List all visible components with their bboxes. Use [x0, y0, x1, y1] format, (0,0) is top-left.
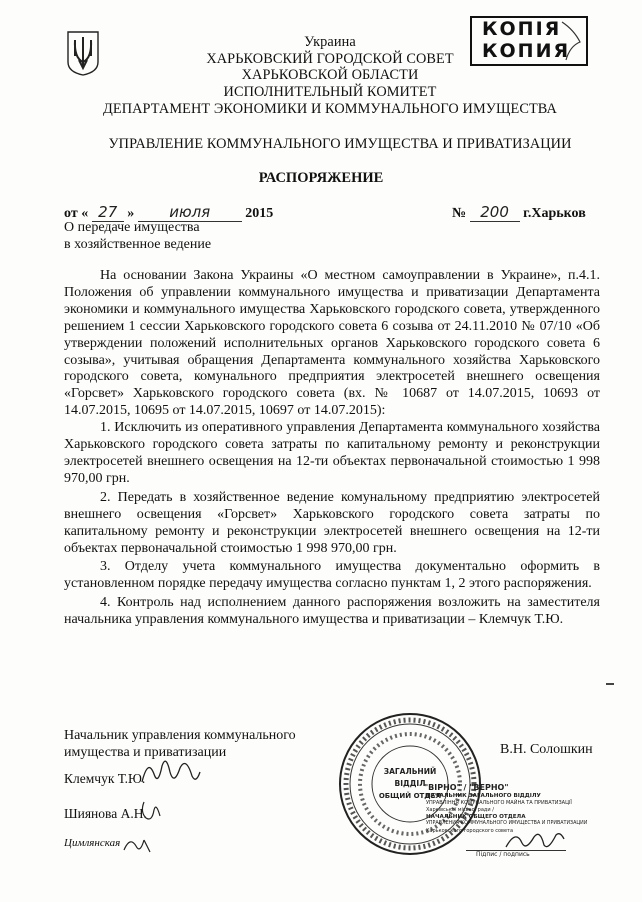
tsymlyanska-signature	[120, 832, 156, 858]
body-preamble: На основании Закона Украины «О местном самоуправлении в Украине», п.4.1. Положения об управлении коммунального имущества и приватизации Департамента экономики и коммунального имущества Харьковского городского совета, утвержденного решением 1 сессии Харьковского городского совета 6 созыва от 24.11.2010 № 07/10 «Об утверждении положений исполнительных органов Харьковского городского совета 6 созыва», учитывая обращения Департамента коммунального хозяйства Харьковского городского совета, комунального предприятия электросетей внешнего освещения «Горсвет» Харьковского городского совета (вх. № 10687 от 14.07.2015, 10693 от 14.07.2015, 10695 от 14.07.2015, 10697 от 14.07.2015):	[64, 268, 600, 419]
header-oblast: ХАРЬКОВСКОЙ ОБЛАСТИ	[241, 67, 419, 83]
verno-line5: УПРАВЛЕНИЯ КОММУНАЛЬНОГО ИМУЩЕСТВА И ПРИВАТИЗАЦИИ	[426, 821, 588, 826]
verno-stamp	[418, 783, 588, 861]
body-item4: 4. Контроль над исполнением данного распоряжения возложить на заместителя начальника управления коммунального имущества и приватизации – Клемчук Т.Ю.	[64, 595, 600, 628]
verno-line3: Харківської міської ради /	[426, 807, 494, 813]
date-mid: »	[127, 206, 135, 221]
date-year: 2015	[245, 206, 274, 221]
copy-stamp	[470, 16, 588, 66]
subject-line1: О передаче имущества	[64, 220, 200, 235]
body-item3: 3. Отделу учета коммунального имущества документально оформить в установленном порядке передачу имущества согласно пунктам 1, 2 этого распоряжения.	[64, 559, 600, 592]
signatory-name: В.Н. Солошкин	[500, 742, 593, 757]
copy-stamp-line2: КОПИЯ	[482, 40, 571, 62]
doc-type-title: РАСПОРЯЖЕНИЕ	[258, 170, 384, 186]
subject-line2: в хозяйственное ведение	[64, 237, 212, 252]
date-day: 27	[92, 203, 124, 222]
date-prefix: от «	[64, 206, 89, 221]
verno-line6: Харьковского городского совета	[426, 828, 514, 834]
signatory-position-line1: Начальник управления коммунального	[64, 728, 296, 743]
header-directorate: УПРАВЛЕНИЕ КОММУНАЛЬНОГО ИМУЩЕСТВА И ПРИВАТИЗАЦИИ	[108, 136, 572, 152]
approval-shiyanova: Шиянова А.Н.	[64, 806, 147, 821]
shiyanova-signature	[138, 798, 168, 824]
verno-signature	[504, 827, 566, 853]
approval-tsymlyanska: Цимлянская	[64, 837, 121, 849]
number-line	[452, 203, 586, 222]
verno-line2: УПРАВЛІННЯ КОМУНАЛЬНОГО МАЙНА ТА ПРИВАТИЗАЦІЇ	[426, 800, 572, 806]
date-month: июля	[138, 203, 242, 222]
verno-line4: НАЧАЛЬНИК ОБЩЕГО ОТДЕЛА	[426, 814, 526, 820]
seal-center-line1: ЗАГАЛЬНИЙ	[383, 767, 437, 776]
body-item1: 1. Исключить из оперативного управления Департамента коммунального хозяйства Харьковского городского совета затраты по капитальному ремонту и реконструкции электросетей внешнего освещения на 12-ти объектах первоначальной стоимостью 1 998 970,00 грн.	[64, 420, 600, 486]
header-council: ХАРЬКОВСКИЙ ГОРОДСКОЙ СОВЕТ	[206, 51, 454, 67]
header-committee: ИСПОЛНИТЕЛЬНЫЙ КОМИТЕТ	[223, 84, 437, 100]
klemchuk-signature	[138, 752, 202, 790]
seal-center-line3: ОБЩИЙ ОТДЕЛ	[378, 792, 442, 800]
header-department: ДЕПАРТАМЕНТ ЭКОНОМИКИ И КОММУНАЛЬНОГО ИМУЩЕСТВА	[103, 101, 557, 117]
number-label: №	[452, 206, 467, 221]
verno-title: "ВІРНО" / "ВЕРНО"	[424, 783, 509, 792]
body-item2: 2. Передать в хозяйственное ведение комунальному предприятию электросетей внешнего освещения «Горсвет» Харьковского городского совета затраты по капитальному ремонту и реконструкции электросетей внешнего освещения на 12-ти объектах первоначальной стоимостью 1 998 970,00 грн.	[64, 489, 600, 556]
header-country: Украина	[304, 34, 356, 50]
body-text	[64, 268, 600, 629]
verno-line1: НАЧАЛЬНИК ЗАГАЛЬНОГО ВІДДІЛУ	[426, 793, 541, 799]
copy-stamp-line1: КОПІЯ	[482, 18, 562, 40]
number-city: г.Харьков	[523, 206, 586, 221]
seal-center-line2: ВІДДІЛ	[394, 779, 426, 788]
scan-mark	[606, 683, 614, 685]
signatory-position-line2: имущества и приватизации	[64, 745, 227, 760]
verno-sign-label: Підпис / подпись	[476, 851, 530, 858]
approval-klemchuk: Клемчук Т.Ю.	[64, 771, 146, 786]
number-value: 200	[470, 203, 520, 222]
